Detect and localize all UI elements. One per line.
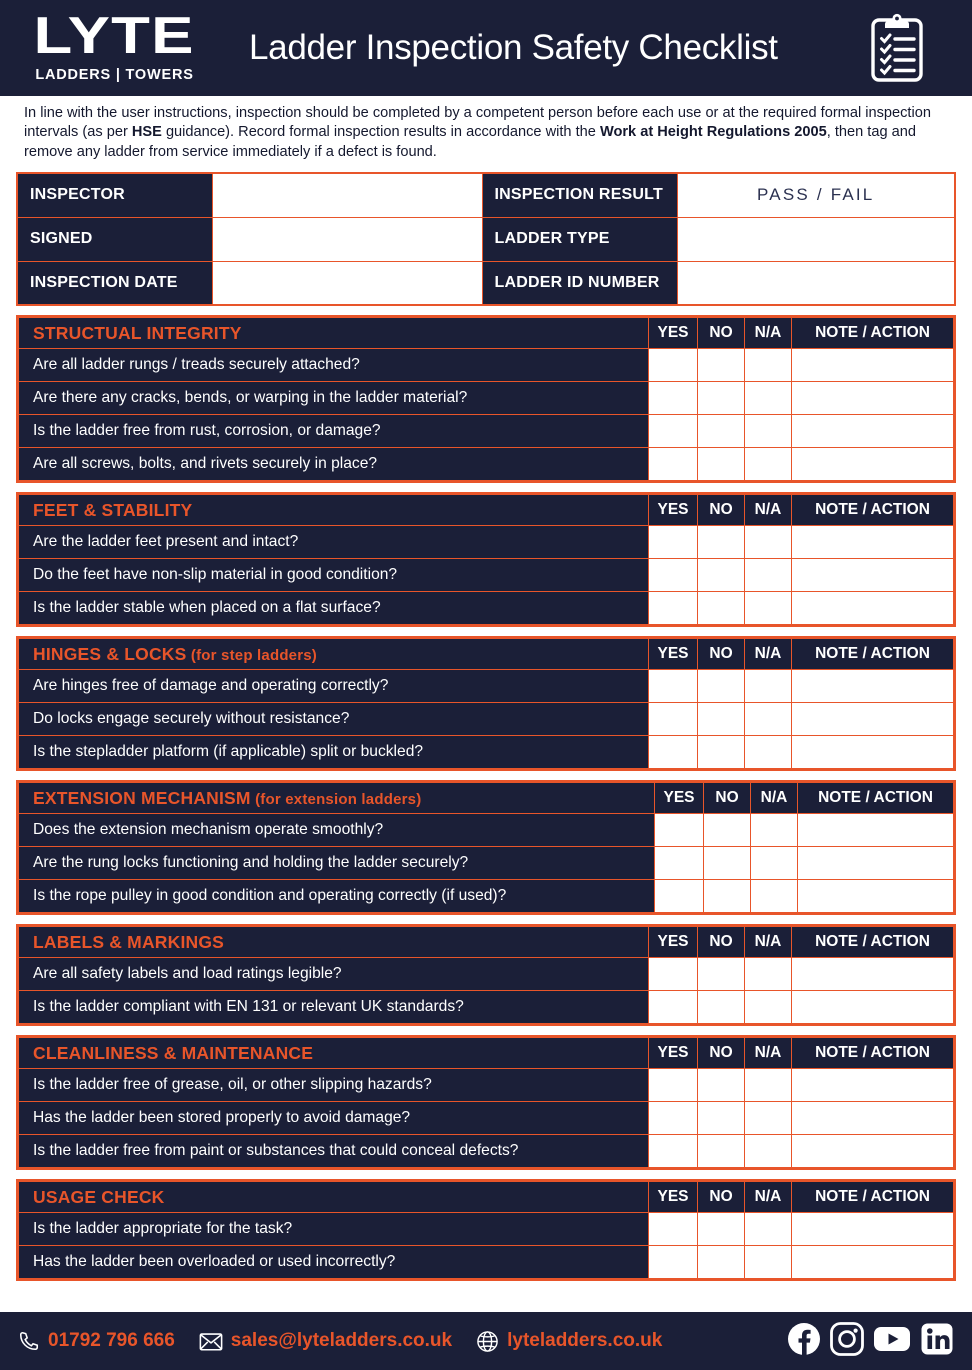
checklist-question: Does the extension mechanism operate smoothly?: [19, 814, 655, 847]
checklist-row: [19, 1135, 954, 1168]
phone-icon: [18, 1330, 40, 1352]
na-checkbox-cell[interactable]: [745, 670, 792, 703]
checklist-row: [19, 958, 954, 991]
checklist-question: Has the ladder been stored properly to avoid damage?: [19, 1102, 649, 1135]
ladder-id-input[interactable]: [677, 261, 955, 305]
col-header-yes: YES: [649, 927, 698, 958]
note-action-cell[interactable]: [792, 736, 954, 769]
col-header-yes: YES: [649, 1038, 698, 1069]
intro-bold-hse: HSE: [131, 124, 162, 141]
ladder-type-label: LADDER TYPE: [482, 217, 677, 261]
instagram-icon[interactable]: [830, 1322, 864, 1361]
checklist-row: [19, 991, 954, 1024]
checklist-row: [19, 592, 954, 625]
checklist-question: Are the rung locks functioning and holding the ladder securely?: [19, 847, 655, 880]
yes-checkbox-cell[interactable]: [649, 958, 698, 991]
checklist-section: [16, 780, 956, 915]
section-title: [19, 318, 649, 349]
section-title-main: CLEANLINESS & MAINTENANCE: [33, 1042, 314, 1063]
col-header-no: NO: [698, 639, 745, 670]
yes-checkbox-cell[interactable]: [649, 991, 698, 1024]
intro-text-2: guidance). Record formal inspection results in accordance with the: [161, 124, 600, 141]
section-title-main: STRUCTUAL INTEGRITY: [33, 322, 242, 343]
checklist-row: [19, 526, 954, 559]
yes-checkbox-cell[interactable]: [649, 670, 698, 703]
checklist-question: Are there any cracks, bends, or warping in the ladder material?: [19, 382, 649, 415]
no-checkbox-cell[interactable]: [698, 1102, 745, 1135]
note-action-cell[interactable]: [792, 958, 954, 991]
checklist-question: Is the rope pulley in good condition and operating correctly (if used)?: [19, 880, 655, 913]
inspection-info-table: [16, 172, 956, 306]
checklist-row: [19, 1069, 954, 1102]
yes-checkbox-cell[interactable]: [649, 1135, 698, 1168]
yes-checkbox-cell[interactable]: [649, 1102, 698, 1135]
checklist-row: [19, 880, 954, 913]
yes-checkbox-cell[interactable]: [649, 526, 698, 559]
page-title: Ladder Inspection Safety Checklist: [249, 28, 778, 67]
yes-checkbox-cell[interactable]: [649, 1246, 698, 1279]
note-action-cell[interactable]: [792, 526, 954, 559]
na-checkbox-cell[interactable]: [745, 1213, 792, 1246]
inspection-result-label: INSPECTION RESULT: [482, 173, 677, 217]
yes-checkbox-cell[interactable]: [649, 703, 698, 736]
section-header-row: [19, 1182, 954, 1213]
col-header-no: NO: [698, 1038, 745, 1069]
note-action-cell[interactable]: [792, 349, 954, 382]
section-title-main: EXTENSION MECHANISM: [33, 787, 251, 808]
note-action-cell[interactable]: [792, 382, 954, 415]
no-checkbox-cell[interactable]: [698, 703, 745, 736]
note-action-cell[interactable]: [798, 880, 954, 913]
checklist-section: [16, 636, 956, 771]
no-checkbox-cell[interactable]: [698, 592, 745, 625]
yes-checkbox-cell[interactable]: [649, 592, 698, 625]
note-action-cell[interactable]: [792, 1135, 954, 1168]
checklist-question: Is the ladder free from rust, corrosion, or damage?: [19, 415, 649, 448]
section-title-main: FEET & STABILITY: [33, 499, 193, 520]
checklist-question: Are all ladder rungs / treads securely attached?: [19, 349, 649, 382]
no-checkbox-cell[interactable]: [704, 814, 751, 847]
info-row-date: [17, 261, 955, 305]
clipboard-checklist-icon: [866, 12, 928, 84]
col-header-note: NOTE / ACTION: [792, 927, 954, 958]
intro-text-1: In line with the user instructions, inspection should be completed by a competent person before each use or at the required formal inspection intervals (as per: [24, 105, 931, 141]
col-header-na: N/A: [745, 927, 792, 958]
inspector-input[interactable]: [212, 173, 482, 217]
section-title-main: LABELS & MARKINGS: [33, 931, 225, 952]
na-checkbox-cell[interactable]: [745, 958, 792, 991]
col-header-na: N/A: [745, 1182, 792, 1213]
note-action-cell[interactable]: [792, 1213, 954, 1246]
footer-email-text: sales@lyteladders.co.uk: [230, 1330, 453, 1351]
youtube-icon[interactable]: [873, 1322, 911, 1361]
facebook-icon[interactable]: [787, 1322, 821, 1361]
section-title-main: HINGES & LOCKS: [33, 643, 187, 664]
no-checkbox-cell[interactable]: [698, 1246, 745, 1279]
na-checkbox-cell[interactable]: [745, 415, 792, 448]
col-header-na: N/A: [745, 1038, 792, 1069]
col-header-note: NOTE / ACTION: [792, 1182, 954, 1213]
col-header-note: NOTE / ACTION: [792, 318, 954, 349]
col-header-yes: YES: [649, 318, 698, 349]
yes-checkbox-cell[interactable]: [649, 736, 698, 769]
na-checkbox-cell[interactable]: [745, 703, 792, 736]
yes-checkbox-cell[interactable]: [649, 448, 698, 481]
checklist-section: [16, 492, 956, 627]
na-checkbox-cell[interactable]: [751, 847, 798, 880]
checklist-question: Do locks engage securely without resistance?: [19, 703, 649, 736]
checklist-row: [19, 703, 954, 736]
checklist-question: Do the feet have non-slip material in good condition?: [19, 559, 649, 592]
note-action-cell[interactable]: [792, 991, 954, 1024]
na-checkbox-cell[interactable]: [751, 814, 798, 847]
lyte-logo: [22, 6, 207, 84]
note-action-cell[interactable]: [798, 814, 954, 847]
checklist-question: Is the stepladder platform (if applicable) split or buckled?: [19, 736, 649, 769]
note-action-cell[interactable]: [792, 1102, 954, 1135]
checklist-section: [16, 315, 956, 483]
col-header-no: NO: [698, 495, 745, 526]
checklist-question: Are all safety labels and load ratings legible?: [19, 958, 649, 991]
ladder-type-input[interactable]: [677, 217, 955, 261]
checklist-question: Are the ladder feet present and intact?: [19, 526, 649, 559]
checklist-row: [19, 349, 954, 382]
globe-icon: [476, 1330, 499, 1353]
social-links: [787, 1322, 958, 1361]
section-header-row: [19, 495, 954, 526]
section-header-row: [19, 927, 954, 958]
note-action-cell[interactable]: [792, 415, 954, 448]
col-header-yes: YES: [655, 783, 704, 814]
no-checkbox-cell[interactable]: [704, 880, 751, 913]
na-checkbox-cell[interactable]: [745, 736, 792, 769]
checklist-question: Are hinges free of damage and operating correctly?: [19, 670, 649, 703]
checklist-question: Is the ladder stable when placed on a flat surface?: [19, 592, 649, 625]
no-checkbox-cell[interactable]: [698, 1213, 745, 1246]
yes-checkbox-cell[interactable]: [655, 880, 704, 913]
col-header-no: NO: [698, 318, 745, 349]
inspection-date-input[interactable]: [212, 261, 482, 305]
section-title: [19, 1038, 649, 1069]
inspector-label: INSPECTOR: [17, 173, 212, 217]
linkedin-icon[interactable]: [920, 1322, 954, 1361]
yes-checkbox-cell[interactable]: [649, 415, 698, 448]
col-header-na: N/A: [745, 495, 792, 526]
note-action-cell[interactable]: [792, 592, 954, 625]
col-header-yes: YES: [649, 1182, 698, 1213]
envelope-icon: [199, 1330, 223, 1352]
na-checkbox-cell[interactable]: [745, 991, 792, 1024]
ladder-id-label: LADDER ID NUMBER: [482, 261, 677, 305]
na-checkbox-cell[interactable]: [745, 1135, 792, 1168]
note-action-cell[interactable]: [798, 847, 954, 880]
no-checkbox-cell[interactable]: [698, 1135, 745, 1168]
checklist-row: [19, 1102, 954, 1135]
section-header-row: [19, 1038, 954, 1069]
col-header-note: NOTE / ACTION: [792, 495, 954, 526]
note-action-cell[interactable]: [792, 448, 954, 481]
na-checkbox-cell[interactable]: [745, 526, 792, 559]
checklist-row: [19, 559, 954, 592]
col-header-na: N/A: [745, 639, 792, 670]
no-checkbox-cell[interactable]: [698, 991, 745, 1024]
no-checkbox-cell[interactable]: [698, 670, 745, 703]
note-action-cell[interactable]: [792, 703, 954, 736]
page-footer: [0, 1312, 972, 1370]
no-checkbox-cell[interactable]: [698, 526, 745, 559]
signed-input[interactable]: [212, 217, 482, 261]
footer-email[interactable]: [199, 1330, 452, 1352]
col-header-no: NO: [698, 927, 745, 958]
inspection-result-value[interactable]: PASS / FAIL: [677, 173, 955, 217]
intro-text-3: , then tag and remove any ladder from service immediately if a defect is found.: [24, 124, 916, 160]
note-action-cell[interactable]: [792, 1246, 954, 1279]
intro-bold-regulations: Work at Height Regulations 2005: [599, 124, 827, 141]
checklist-section: [16, 1035, 956, 1170]
section-title-main: USAGE CHECK: [33, 1186, 165, 1207]
checklist-row: [19, 415, 954, 448]
yes-checkbox-cell[interactable]: [649, 559, 698, 592]
checklist-question: Is the ladder free of grease, oil, or other slipping hazards?: [19, 1069, 649, 1102]
intro-paragraph: [0, 96, 972, 168]
checklist-sections: [0, 315, 972, 1281]
col-header-no: NO: [698, 1182, 745, 1213]
footer-phone-text: 01792 796 666: [48, 1330, 175, 1351]
footer-website-text: lyteladders.co.uk: [507, 1330, 663, 1351]
section-title: [19, 1182, 649, 1213]
checklist-question: Is the ladder free from paint or substances that could conceal defects?: [19, 1135, 649, 1168]
no-checkbox-cell[interactable]: [698, 1069, 745, 1102]
checklist-section: [16, 1179, 956, 1281]
col-header-note: NOTE / ACTION: [798, 783, 954, 814]
info-row-signed: [17, 217, 955, 261]
section-title: [19, 927, 649, 958]
na-checkbox-cell[interactable]: [745, 1069, 792, 1102]
checklist-question: Is the ladder compliant with EN 131 or relevant UK standards?: [19, 991, 649, 1024]
yes-checkbox-cell[interactable]: [649, 382, 698, 415]
na-checkbox-cell[interactable]: [745, 382, 792, 415]
section-title-qualifier: (for step ladders): [186, 646, 318, 664]
logo-wordmark: LYTE: [33, 6, 196, 65]
section-title: [19, 783, 655, 814]
info-row-inspector: [17, 173, 955, 217]
col-header-note: NOTE / ACTION: [792, 639, 954, 670]
col-header-na: N/A: [745, 318, 792, 349]
na-checkbox-cell[interactable]: [745, 592, 792, 625]
note-action-cell[interactable]: [792, 670, 954, 703]
note-action-cell[interactable]: [792, 1069, 954, 1102]
checklist-question: Are all screws, bolts, and rivets securely in place?: [19, 448, 649, 481]
na-checkbox-cell[interactable]: [745, 1246, 792, 1279]
na-checkbox-cell[interactable]: [745, 448, 792, 481]
section-title-qualifier: (for extension ladders): [250, 790, 422, 808]
no-checkbox-cell[interactable]: [698, 559, 745, 592]
yes-checkbox-cell[interactable]: [649, 1069, 698, 1102]
footer-website[interactable]: [476, 1330, 662, 1353]
signed-label: SIGNED: [17, 217, 212, 261]
no-checkbox-cell[interactable]: [698, 448, 745, 481]
checklist-row: [19, 847, 954, 880]
note-action-cell[interactable]: [792, 559, 954, 592]
checklist-section: [16, 924, 956, 1026]
no-checkbox-cell[interactable]: [698, 958, 745, 991]
footer-phone[interactable]: [18, 1330, 175, 1352]
section-header-row: [19, 318, 954, 349]
checklist-question: Has the ladder been overloaded or used incorrectly?: [19, 1246, 649, 1279]
col-header-yes: YES: [649, 495, 698, 526]
section-title: [19, 639, 649, 670]
checklist-question: Is the ladder appropriate for the task?: [19, 1213, 649, 1246]
checklist-row: [19, 382, 954, 415]
section-header-row: [19, 783, 954, 814]
col-header-note: NOTE / ACTION: [792, 1038, 954, 1069]
checklist-row: [19, 1246, 954, 1279]
section-title: [19, 495, 649, 526]
na-checkbox-cell[interactable]: [745, 1102, 792, 1135]
no-checkbox-cell[interactable]: [698, 382, 745, 415]
no-checkbox-cell[interactable]: [698, 415, 745, 448]
checklist-row: [19, 814, 954, 847]
yes-checkbox-cell[interactable]: [649, 1213, 698, 1246]
checklist-row: [19, 448, 954, 481]
na-checkbox-cell[interactable]: [745, 349, 792, 382]
no-checkbox-cell[interactable]: [698, 736, 745, 769]
page-header: [0, 0, 972, 96]
col-header-na: N/A: [751, 783, 798, 814]
checklist-row: [19, 736, 954, 769]
yes-checkbox-cell[interactable]: [655, 814, 704, 847]
logo-tagline: LADDERS | TOWERS: [35, 67, 194, 84]
checklist-row: [19, 670, 954, 703]
na-checkbox-cell[interactable]: [745, 559, 792, 592]
na-checkbox-cell[interactable]: [751, 880, 798, 913]
checklist-row: [19, 1213, 954, 1246]
yes-checkbox-cell[interactable]: [655, 847, 704, 880]
section-header-row: [19, 639, 954, 670]
yes-checkbox-cell[interactable]: [649, 349, 698, 382]
no-checkbox-cell[interactable]: [704, 847, 751, 880]
col-header-no: NO: [704, 783, 751, 814]
col-header-yes: YES: [649, 639, 698, 670]
no-checkbox-cell[interactable]: [698, 349, 745, 382]
inspection-date-label: INSPECTION DATE: [17, 261, 212, 305]
